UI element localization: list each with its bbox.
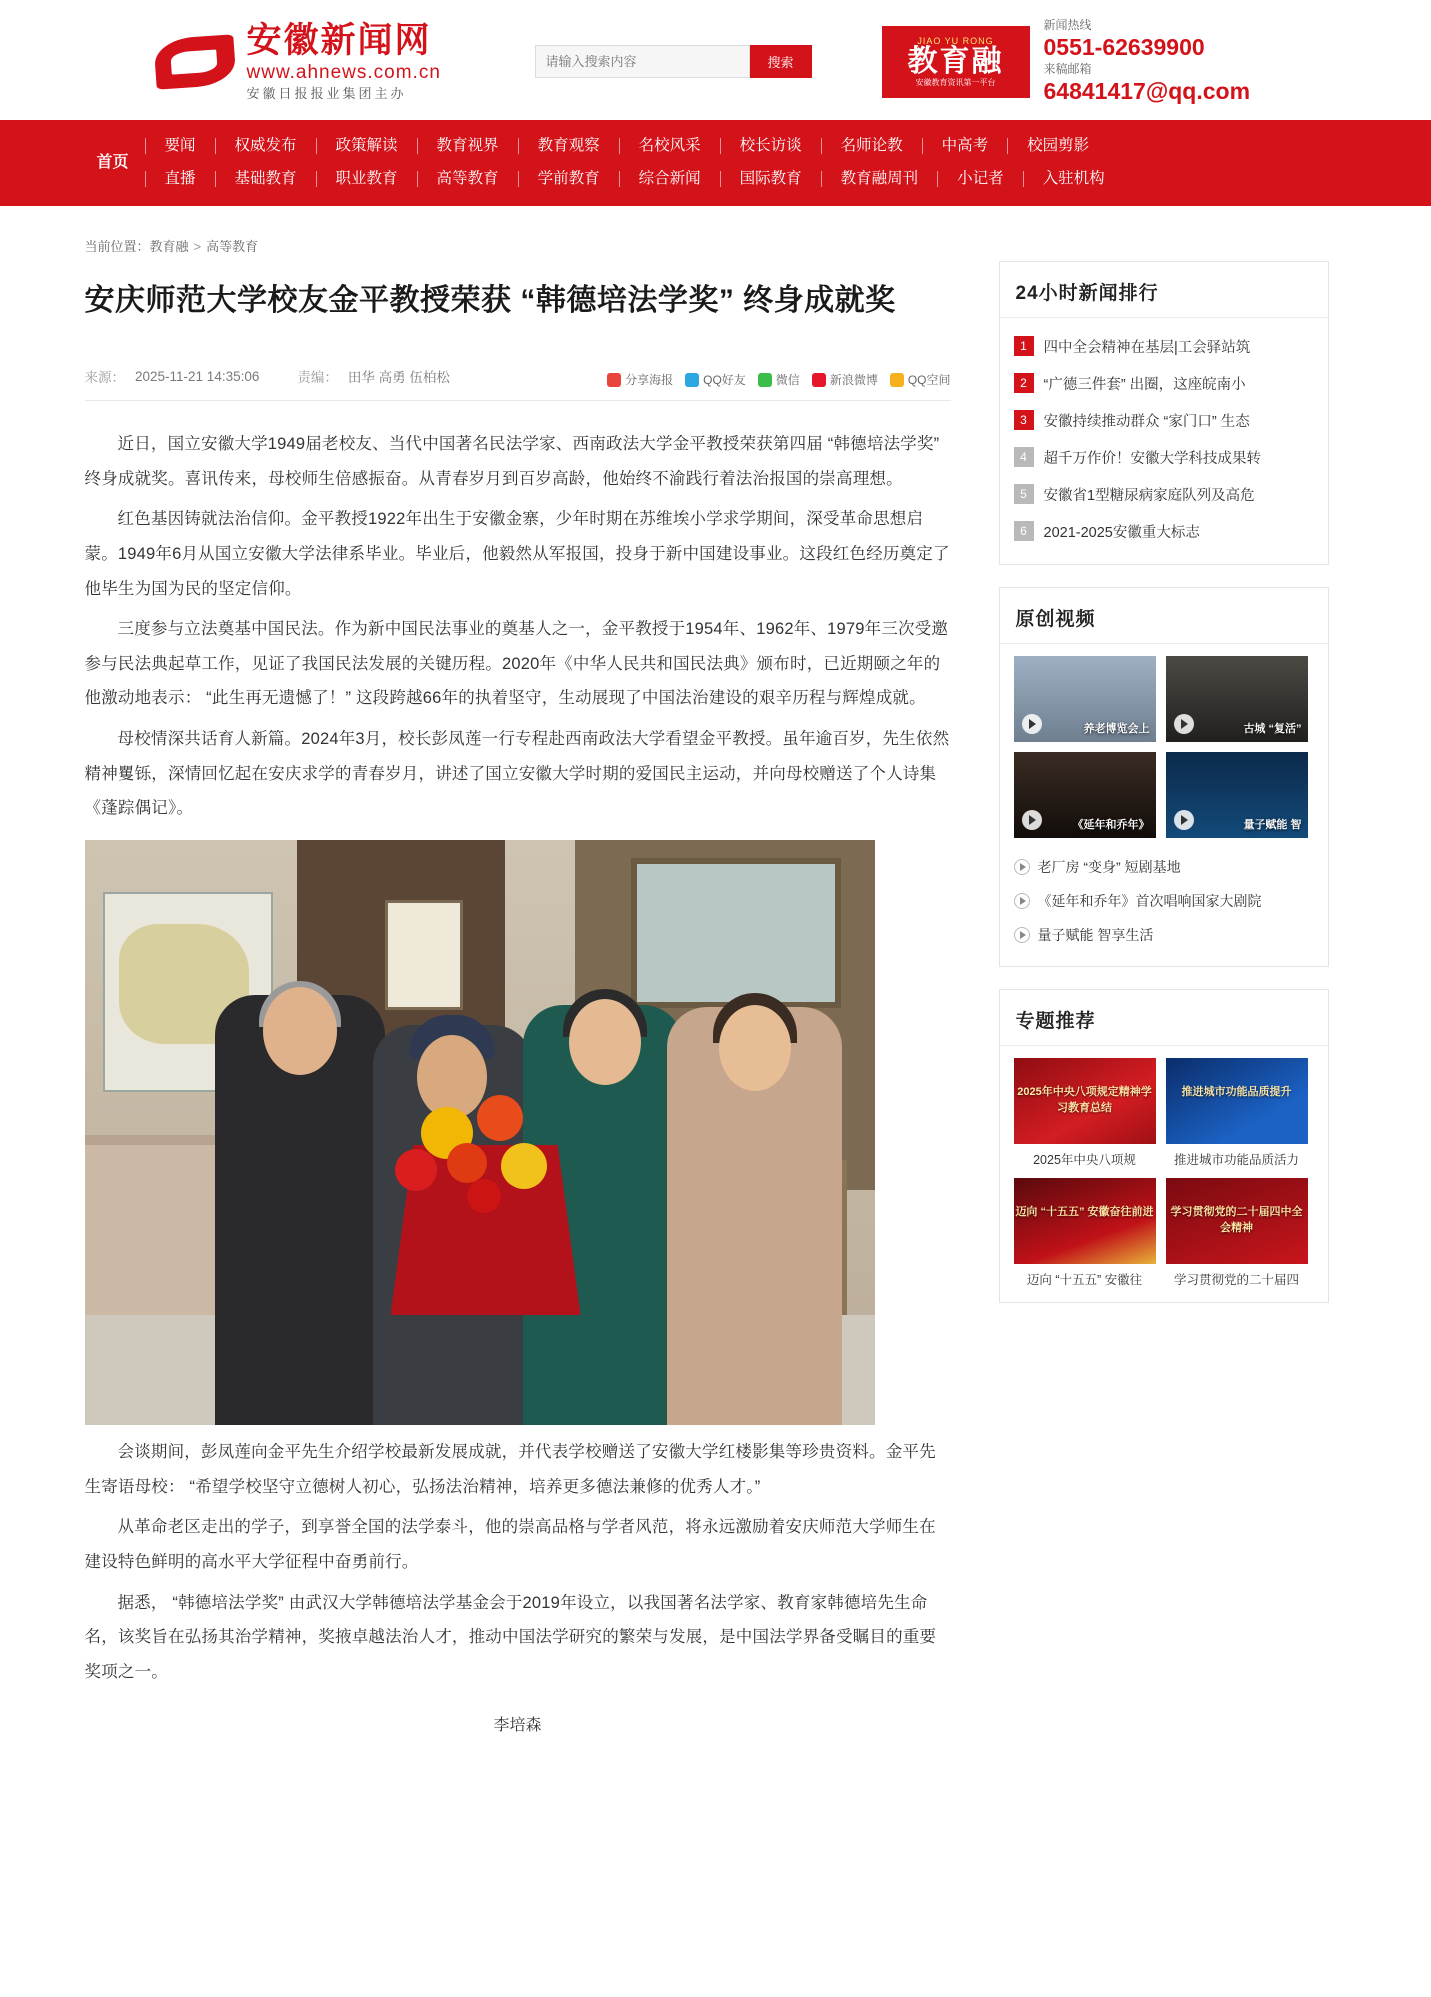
hotline-label: 新闻热线 <box>1043 18 1092 32</box>
share-button-4[interactable] <box>890 371 951 388</box>
share-button-3[interactable] <box>812 371 878 388</box>
logo-subtitle: 安徽日报报业集团主办 <box>246 85 407 101</box>
play-icon[interactable] <box>1174 810 1194 830</box>
nav-item-16[interactable]: 国际教育 <box>720 171 821 187</box>
video-card[interactable] <box>1014 656 1156 742</box>
topic-banner[interactable] <box>1166 1178 1308 1264</box>
jiaoyurong-pinyin: JIAO YU RONG <box>917 35 994 46</box>
share-label: 微信 <box>775 373 800 387</box>
share-icon <box>758 373 772 387</box>
video-caption: 古城 “复活” <box>1243 722 1302 735</box>
logo-mark-icon <box>151 31 239 93</box>
video-card[interactable] <box>1166 752 1308 838</box>
topic-banner-text: 2025年中央八项规定精神学习教育总结 <box>1017 1086 1152 1115</box>
ranking-item[interactable] <box>1014 328 1314 365</box>
share-button-0[interactable] <box>607 371 673 388</box>
mail-value: 64841417@qq.com <box>1043 77 1251 104</box>
ranking-item[interactable] <box>1014 365 1314 402</box>
breadcrumb-label: 当前位置： <box>84 238 150 254</box>
ranking-title: “广德三件套” 出圈，这座皖南小 <box>1043 376 1246 393</box>
video-link-label: 《延年和乔年》首次唱响国家大剧院 <box>1037 892 1262 909</box>
ranking-number: 1 <box>1014 336 1034 356</box>
topic-card[interactable] <box>1014 1178 1156 1288</box>
source-label: 来源： <box>84 370 125 385</box>
breadcrumb: 当前位置：教育融 > 高等教育 <box>84 238 259 254</box>
main-navigation <box>0 120 1431 206</box>
ranking-item[interactable] <box>1014 439 1314 476</box>
breadcrumb-item-0[interactable]: 教育融 <box>149 238 189 254</box>
topic-caption: 迈向 “十五五” 安徽往 <box>1026 1272 1143 1287</box>
topic-recommend-card <box>999 989 1329 1303</box>
topic-banner[interactable] <box>1014 1058 1156 1144</box>
play-circle-icon <box>1014 927 1030 943</box>
nav-item-8[interactable]: 中高考 <box>922 138 1008 154</box>
topic-caption: 2025年中央八项规 <box>1033 1152 1136 1167</box>
video-link-item[interactable] <box>1014 918 1314 952</box>
article-paragraph: 会谈期间，彭凤莲向金平先生介绍学校最新发展成就，并代表学校赠送了安徽大学红楼影集等珍贵资料。金平先生寄语母校： “希望学校坚守立德树人初心，弘扬法治精神，培养更多德法兼修的优秀人才。” <box>84 1443 936 1496</box>
nav-item-1[interactable]: 权威发布 <box>215 138 316 154</box>
article-body <box>85 401 951 1735</box>
topic-banner[interactable] <box>1014 1178 1156 1264</box>
news-ranking-list <box>1000 318 1328 564</box>
video-link-item[interactable] <box>1014 850 1314 884</box>
nav-row-1 <box>145 130 1361 163</box>
topic-card[interactable] <box>1166 1178 1308 1288</box>
ranking-number: 4 <box>1014 447 1034 467</box>
topic-banner-text: 学习贯彻党的二十届四中全会精神 <box>1170 1206 1303 1235</box>
nav-item-13[interactable]: 高等教育 <box>417 171 518 187</box>
breadcrumb-item-1[interactable]: 高等教育 <box>206 238 259 254</box>
video-caption: 量子赋能 智 <box>1243 818 1302 831</box>
ranking-number: 6 <box>1014 521 1034 541</box>
share-icon <box>685 373 699 387</box>
topic-card[interactable] <box>1014 1058 1156 1168</box>
topic-banner-text: 推进城市功能品质提升 <box>1181 1086 1292 1099</box>
nav-item-0[interactable]: 要闻 <box>145 138 215 154</box>
jiaoyurong-name: 教育融 <box>907 44 1004 78</box>
search-button[interactable]: 搜索 <box>750 45 812 78</box>
original-video-title: 原创视频 <box>1000 588 1328 644</box>
ranking-title: 2021-2025安徽重大标志 <box>1043 524 1200 541</box>
ranking-number: 5 <box>1014 484 1034 504</box>
jiaoyurong-slogan: 安徽教育资讯第一平台 <box>915 78 996 87</box>
nav-item-2[interactable]: 政策解读 <box>316 138 417 154</box>
video-thumbnail[interactable] <box>1166 656 1308 742</box>
topic-banner-text: 迈向 “十五五” 安徽奋往前进 <box>1015 1206 1154 1219</box>
share-bar <box>607 371 950 388</box>
play-icon[interactable] <box>1174 714 1194 734</box>
ranking-title: 安徽持续推动群众 “家门口” 生态 <box>1043 413 1250 430</box>
topic-grid <box>1000 1046 1328 1302</box>
original-video-card <box>999 587 1329 967</box>
play-circle-icon <box>1014 859 1030 875</box>
ranking-number: 2 <box>1014 373 1034 393</box>
ranking-title: 超千万作价！安徽大学科技成果转 <box>1043 450 1261 467</box>
share-icon <box>812 373 826 387</box>
video-thumbnail-grid <box>1000 644 1328 842</box>
topic-caption: 推进城市功能品质活力 <box>1173 1152 1299 1167</box>
video-link-label: 老厂房 “变身” 短剧基地 <box>1037 858 1181 875</box>
hotline-value: 0551-62639900 <box>1043 34 1205 60</box>
site-header <box>0 0 1431 120</box>
sidebar <box>999 261 1329 1325</box>
nav-item-11[interactable]: 基础教育 <box>215 171 316 187</box>
nav-item-10[interactable]: 直播 <box>145 171 215 187</box>
article-main <box>71 261 951 1735</box>
nav-item-12[interactable]: 职业教育 <box>316 171 417 187</box>
nav-item-3[interactable]: 教育视界 <box>417 138 518 154</box>
video-thumbnail[interactable] <box>1166 752 1308 838</box>
nav-item-7[interactable]: 名师论教 <box>821 138 922 154</box>
ranking-item[interactable] <box>1014 402 1314 439</box>
ranking-title: 四中全会精神在基层|工会驿站筑 <box>1043 339 1251 356</box>
article-paragraph: 据悉， “韩德培法学奖” 由武汉大学韩德培法学基金会于2019年设立，以我国著名法学家、教育家韩德培先生命名，该奖旨在弘扬其治学精神，奖掖卓越法治人才，推动中国法学研究的繁荣与发展，是中国法学界备受瞩目的重要奖项之一。 <box>84 1593 937 1681</box>
publish-time: 2025-11-21 14:35:06 <box>135 368 260 384</box>
news-ranking-title: 24小时新闻排行 <box>1000 262 1328 318</box>
share-label: 分享海报 <box>625 373 674 387</box>
ranking-title: 安徽省1型糖尿病家庭队列及高危 <box>1043 487 1255 504</box>
video-link-list <box>1000 842 1328 966</box>
video-card[interactable] <box>1014 752 1156 838</box>
mail-label: 来稿邮箱 <box>1043 61 1092 76</box>
article-paragraph: 三度参与立法奠基中国民法。作为新中国民法事业的奠基人之一，金平教授于1954年、1962年、1979年三次受邀参与民法典起草工作，见证了我国民法发展的关键历程。2020年《中华人民共和国民法典》颁布时，已近期颐之年的他激动地表示： “此生再无遗憾了！” 这段跨越66年的执着坚守，生动展现了中国法治建设的艰辛历程与辉煌成就。 <box>84 620 949 708</box>
article-meta <box>85 366 951 401</box>
topic-recommend-title: 专题推荐 <box>1000 990 1328 1046</box>
topic-card[interactable] <box>1166 1058 1308 1168</box>
nav-item-5[interactable]: 名校风采 <box>619 138 720 154</box>
share-icon <box>890 373 904 387</box>
ranking-number: 3 <box>1014 410 1034 430</box>
video-caption: 《延年和乔年》 <box>1072 818 1150 831</box>
article-paragraph: 近日，国立安徽大学1949届老校友、当代中国著名民法学家、西南政法大学金平教授荣获第四届 “韩德培法学奖” 终身成就奖。喜讯传来，母校师生倍感振奋。从青春岁月到百岁高龄，他始终不渝践行着法治报国的崇高理想。 <box>84 435 940 488</box>
jiaoyurong-block <box>882 18 1251 106</box>
nav-item-4[interactable]: 教育观察 <box>518 138 619 154</box>
nav-row-2 <box>145 163 1361 196</box>
site-logo[interactable] <box>71 22 501 101</box>
logo-url: www.ahnews.com.cn <box>246 61 441 83</box>
topic-caption: 学习贯彻党的二十届四 <box>1173 1272 1299 1287</box>
article-paragraph: 母校情深共话育人新篇。2024年3月，校长彭凤莲一行专程赴西南政法大学看望金平教授。虽年逾百岁，先生依然精神矍铄，深情回忆起在安庆求学的青春岁月，讲述了国立安徽大学时期的爱国民主运动，并向母校赠送了个人诗集《蓬踪偶记》。 <box>84 730 950 818</box>
editor-value: 田华 高勇 伍柏松 <box>347 370 450 385</box>
news-ranking-card <box>999 261 1329 565</box>
article-photo <box>85 840 875 1425</box>
play-icon[interactable] <box>1022 714 1042 734</box>
share-label: 新浪微博 <box>829 373 878 387</box>
nav-item-18[interactable]: 小记者 <box>937 171 1023 187</box>
search-input[interactable] <box>535 45 750 78</box>
ranking-item[interactable] <box>1014 513 1314 550</box>
share-button-2[interactable] <box>758 371 800 388</box>
video-thumbnail[interactable] <box>1014 656 1156 742</box>
nav-item-6[interactable]: 校长访谈 <box>720 138 821 154</box>
video-thumbnail[interactable] <box>1014 752 1156 838</box>
video-link-label: 量子赋能 智享生活 <box>1037 926 1154 943</box>
editor-label: 责编： <box>297 370 338 385</box>
video-card[interactable] <box>1166 656 1308 742</box>
ranking-item[interactable] <box>1014 476 1314 513</box>
share-label: QQ空间 <box>907 373 951 387</box>
nav-item-15[interactable]: 综合新闻 <box>619 171 720 187</box>
article-paragraph: 从革命老区走出的学子，到享誉全国的法学泰斗，他的崇高品格与学者风范，将永远激励着安庆师范大学师生在建设特色鲜明的高水平大学征程中奋勇前行。 <box>84 1518 936 1571</box>
jiaoyurong-logo[interactable] <box>882 26 1030 98</box>
nav-item-17[interactable]: 教育融周刊 <box>821 171 938 187</box>
topic-banner[interactable] <box>1166 1058 1308 1144</box>
nav-item-14[interactable]: 学前教育 <box>518 171 619 187</box>
play-circle-icon <box>1014 893 1030 909</box>
share-button-1[interactable] <box>685 371 746 388</box>
search-block <box>535 45 812 78</box>
logo-title: 安徽新闻网 <box>246 21 432 61</box>
video-link-item[interactable] <box>1014 884 1314 918</box>
nav-item-9[interactable]: 校园剪影 <box>1007 138 1108 154</box>
article-signature: 李培森 <box>493 1716 542 1734</box>
video-caption: 养老博览会上 <box>1083 722 1150 735</box>
nav-item-home[interactable]: 首页 <box>96 153 129 171</box>
article-paragraph: 红色基因铸就法治信仰。金平教授1922年出生于安徽金寨，少年时期在苏维埃小学求学期间，深受革命思想启蒙。1949年6月从国立安徽大学法律系毕业。毕业后，他毅然从军报国，投身于新中国建设事业。这段红色经历奠定了他毕生为国为民的坚定信仰。 <box>84 510 950 598</box>
page-title: 安庆师范大学校友金平教授荣获 “韩德培法学奖” 终身成就奖 <box>84 283 896 317</box>
share-label: QQ好友 <box>703 373 746 387</box>
play-icon[interactable] <box>1022 810 1042 830</box>
nav-item-19[interactable]: 入驻机构 <box>1023 171 1124 187</box>
share-icon <box>607 373 621 387</box>
